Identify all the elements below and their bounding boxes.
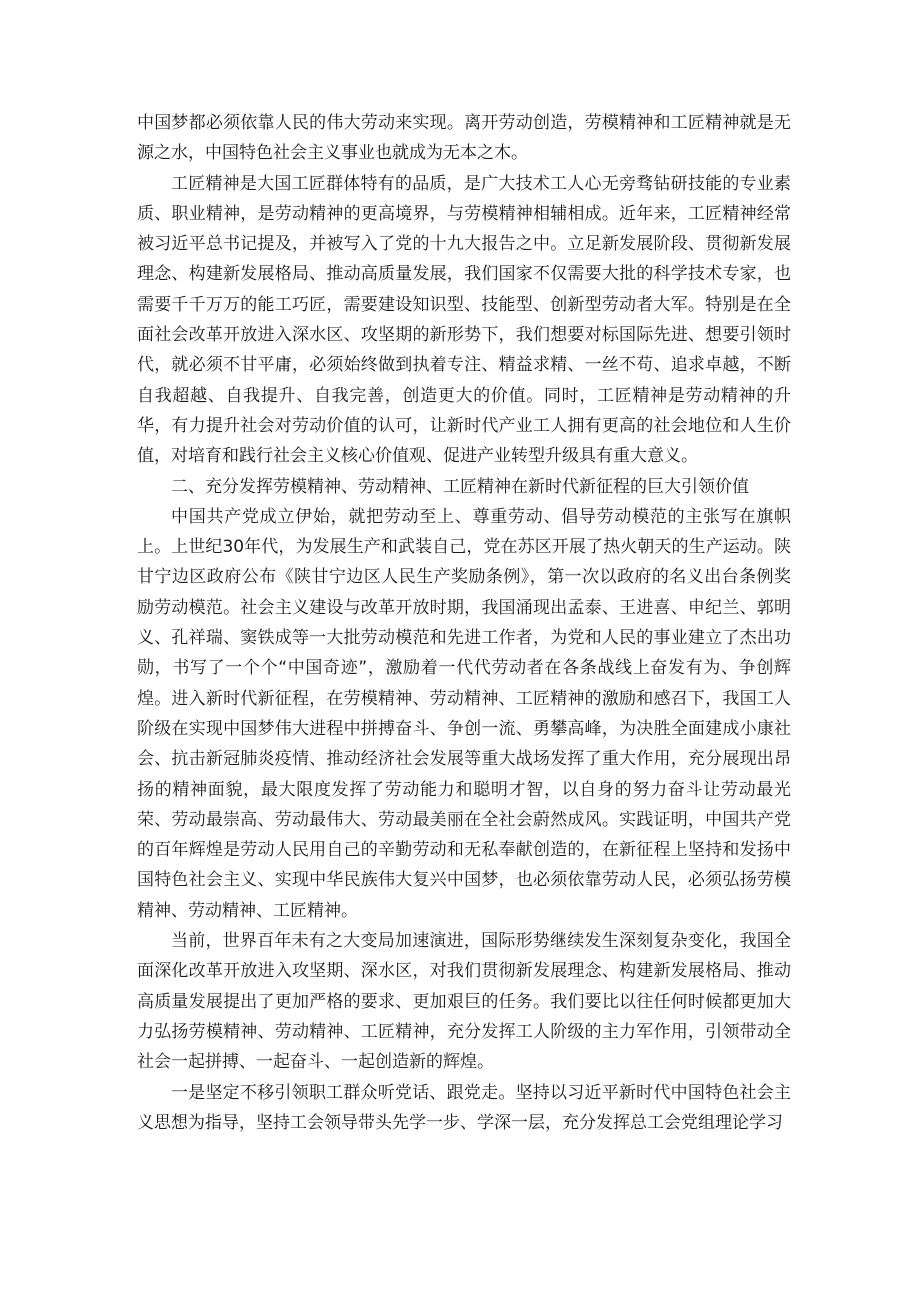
paragraph-1: 中国梦都必须依靠人民的伟大劳动来实现。离开劳动创造，劳模精神和工匠精神就是无源之水，中国特色社会主义事业也就成为无本之木。 — [137, 113, 791, 164]
paragraph-5: 一是坚定不移引领职工群众听党话、跟党走。坚持以习近平新时代中国特色社会主义思想为指导，坚持工会领导带头先学一步、学深一层，充分发挥总工会党组理论学习 — [137, 1082, 791, 1133]
paragraph-3: 中国共产党成立伊始，就把劳动至上、尊重劳动、倡导劳动模范的主张写在旗帜上。上世纪30年代，为发展生产和武装自己，党在苏区开展了热火朝天的生产运动。陕甘宁边区政府公布《陕甘宁边区人民生产奖励条例》，第一次以政府的名义出台条例奖励劳动模范。社会主义建设与改革开放时期，我国涌现出孟泰、王进喜、申纪兰、郭明义、孔祥瑞、窦铁成等一大批劳动模范和先进工作者，为党和人民的事业建立了杰出功勋，书写了一个个“中国奇迹”，激励着一代代劳动者在各条战线上奋发有为、争创辉煌。进入新时代新征程，在劳模精神、劳动精神、工匠精神的激励和感召下，我国工人阶级在实现中国梦伟大进程中拼搏奋斗、争创一流、勇攀高峰，为决胜全面建成小康社会、抗击新冠肺炎疫情、推动经济社会发展等重大战场发挥了重大作用，充分展现出昂扬的精神面貌，最大限度发挥了劳动能力和聪明才智，以自身的努力奋斗让劳动最光荣、劳动最崇高、劳动最伟大、劳动最美丽在全社会蔚然成风。实践证明，中国共产党的百年辉煌是劳动人民用自己的辛勤劳动和无私奉献创造的，在新征程上坚持和发扬中国特色社会主义、实现中华民族伟大复兴中国梦，也必须依靠劳动人民，必须弘扬劳模精神、劳动精神、工匠精神。 — [137, 506, 791, 921]
document-body — [137, 108, 791, 1138]
paragraph-2: 工匠精神是大国工匠群体特有的品质，是广大技术工人心无旁骛钻研技能的专业素质、职业精神，是劳动精神的更高境界，与劳模精神相辅相成。近年来，工匠精神经常被习近平总书记提及，并被写入了党的十九大报告之中。立足新发展阶段、贯彻新发展理念、构建新发展格局、推动高质量发展，我们国家不仅需要大批的科学技术专家，也需要千千万万的能工巧匠，需要建设知识型、技能型、创新型劳动者大军。特别是在全面社会改革开放进入深水区、攻坚期的新形势下，我们想要对标国际先进、想要引领时代，就必须不甘平庸，必须始终做到执着专注、精益求精、一丝不苟、追求卓越，不断自我超越、自我提升、自我完善，创造更大的价值。同时，工匠精神是劳动精神的升华，有力提升社会对劳动价值的认可，让新时代产业工人拥有更高的社会地位和人生价值，对培育和践行社会主义核心价值观、促进产业转型升级具有重大意义。 — [137, 173, 791, 467]
section-heading: 二、充分发挥劳模精神、劳动精神、工匠精神在新时代新征程的巨大引领价值 — [171, 476, 749, 497]
paragraph-4: 当前，世界百年未有之大变局加速演进，国际形势继续发生深刻复杂变化，我国全面深化改革开放进入攻坚期、深水区，对我们贯彻新发展理念、构建新发展格局、推动高质量发展提出了更加严格的要求、更加艰巨的任务。我们要比以往任何时候都更加大力弘扬劳模精神、劳动精神、工匠精神，充分发挥工人阶级的主力军作用，引领带动全社会一起拼搏、一起奋斗、一起创造新的辉煌。 — [137, 931, 791, 1073]
